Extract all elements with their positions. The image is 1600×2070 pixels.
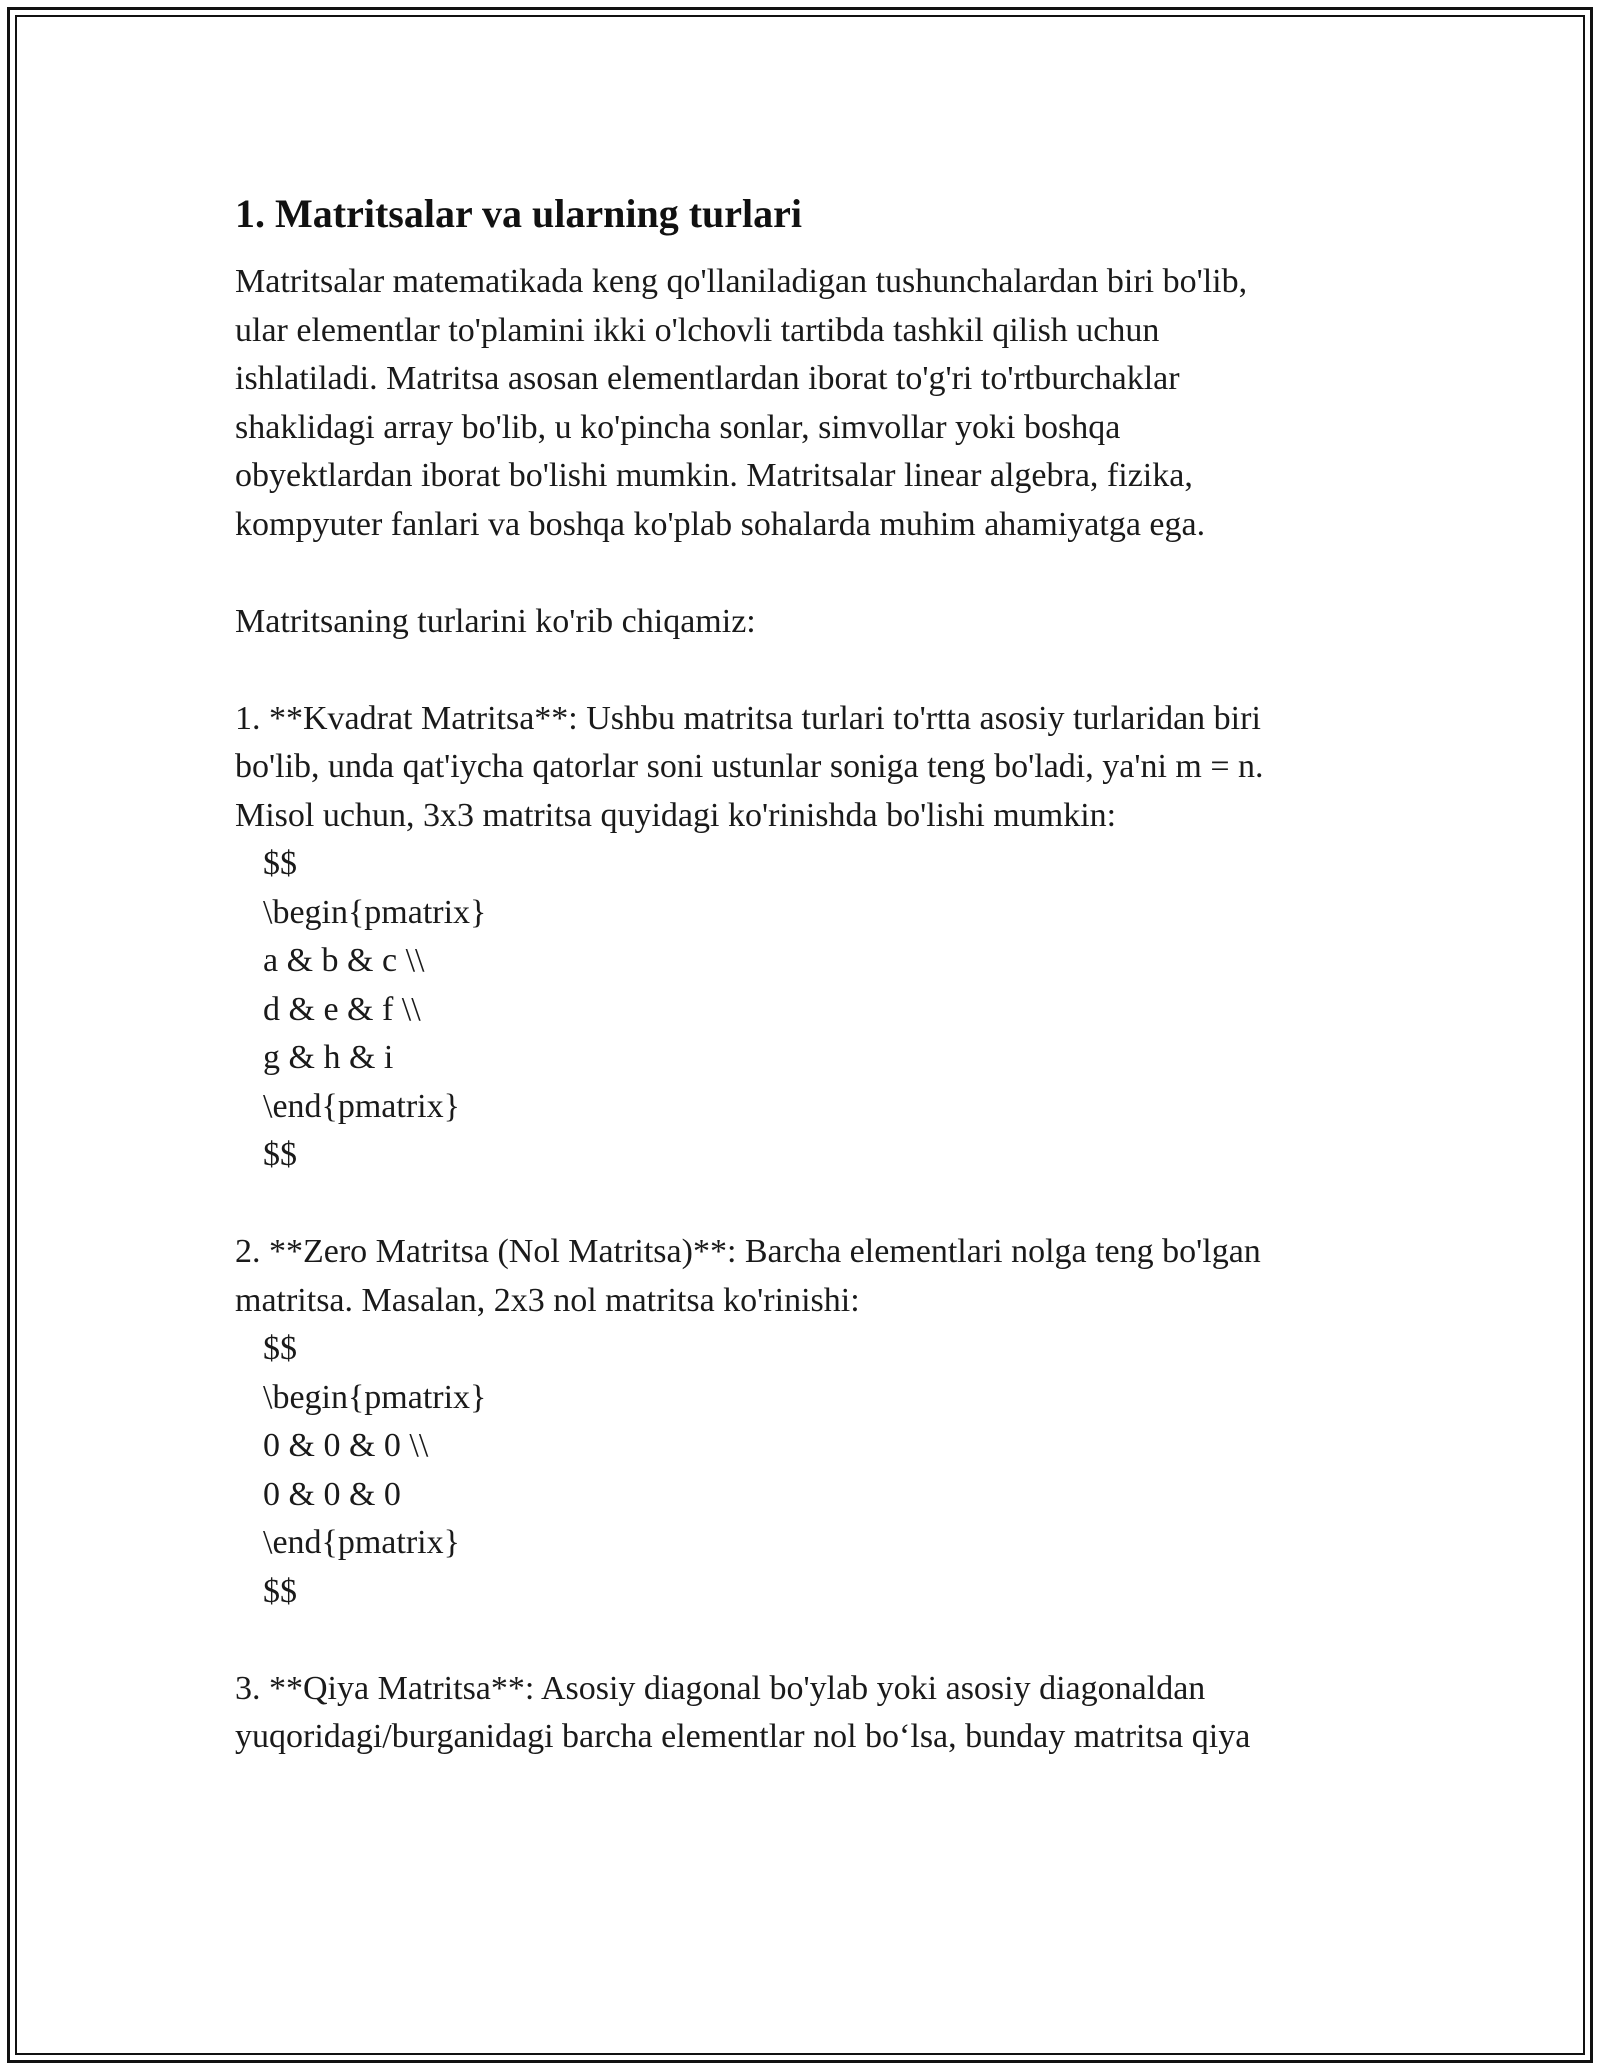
code-line: \end{pmatrix} — [263, 1087, 460, 1125]
code-line: \begin{pmatrix} — [263, 893, 487, 931]
code-line: 0 & 0 & 0 \\ — [263, 1427, 429, 1464]
item-line: 2. **Zero Matritsa (Nol Matritsa)**: Barcha elementlari nolga teng bo'lgan — [235, 1233, 1261, 1270]
code-line: $$ — [263, 1330, 297, 1367]
intro-paragraph — [235, 258, 1365, 549]
intro-line: ular elementlar to'plamini ikki o'lchovli tartibda tashkil qilish uchun — [235, 311, 1160, 349]
code-line: 0 & 0 & 0 — [263, 1475, 401, 1513]
code-line: d & e & f \\ — [263, 990, 421, 1028]
code-line: \begin{pmatrix} — [263, 1378, 487, 1416]
code-block-zero — [235, 1325, 1365, 1616]
intro-line: kompyuter fanlari va boshqa ko'plab sohalarda muhim ahamiyatga ega. — [235, 505, 1206, 543]
item-line: bo'lib, unda qat'iycha qatorlar soni ustunlar soniga teng bo'ladi, ya'ni m = n. — [235, 748, 1264, 785]
code-line: a & b & c \\ — [263, 942, 425, 979]
code-line: $$ — [263, 1136, 297, 1173]
document-body — [235, 188, 1365, 1762]
item-qiya-matritsa — [235, 1665, 1365, 1762]
types-intro: Matritsaning turlarini ko'rib chiqamiz: — [235, 602, 756, 640]
code-block-kvadrat — [235, 840, 1365, 1180]
item-line: 1. **Kvadrat Matritsa**: Ushbu matritsa turlari to'rtta asosiy turlaridan biri — [235, 699, 1261, 737]
code-line: $$ — [263, 1572, 297, 1610]
intro-line: obyektlardan iborat bo'lishi mumkin. Matritsalar linear algebra, fizika, — [235, 457, 1193, 494]
code-line: g & h & i — [263, 1039, 394, 1076]
item-line: 3. **Qiya Matritsa**: Asosiy diagonal bo'ylab yoki asosiy diagonaldan — [235, 1669, 1206, 1707]
section-heading: 1. Matritsalar va ularning turlari — [235, 191, 802, 236]
intro-line: Matritsalar matematikada keng qo'llaniladigan tushunchalardan biri bo'lib, — [235, 263, 1248, 300]
code-line: \end{pmatrix} — [263, 1524, 460, 1561]
item-zero-matritsa — [235, 1228, 1365, 1325]
item-line: Misol uchun, 3x3 matritsa quyidagi ko'rinishda bo'lishi mumkin: — [235, 796, 1117, 834]
intro-line: ishlatiladi. Matritsa asosan elementlardan iborat to'g'ri to'rtburchaklar — [235, 360, 1180, 397]
item-line: matritsa. Masalan, 2x3 nol matritsa ko'rinishi: — [235, 1281, 860, 1319]
item-line: yuqoridagi/burganidagi barcha elementlar nol bo‘lsa, bunday matritsa qiya — [235, 1718, 1251, 1755]
item-kvadrat-matritsa — [235, 695, 1365, 841]
intro-line: shaklidagi array bo'lib, u ko'pincha sonlar, simvollar yoki boshqa — [235, 408, 1121, 446]
code-line: $$ — [263, 845, 297, 882]
